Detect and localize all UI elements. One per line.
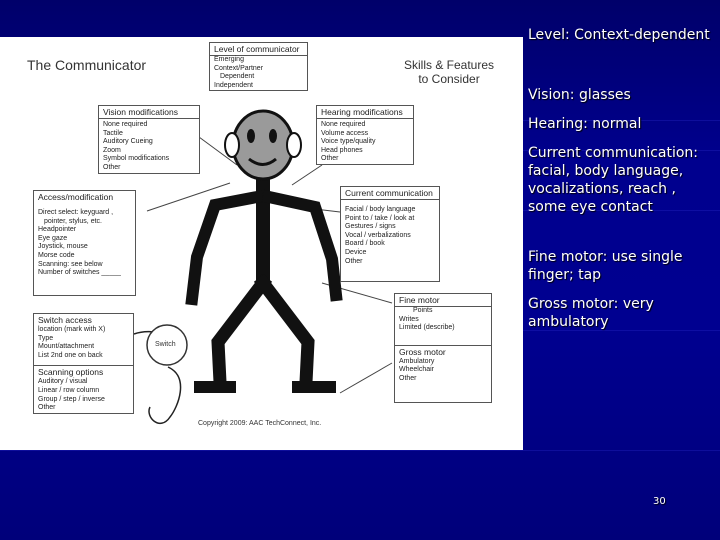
gross-motor-text: Gross motor: very ambulatory bbox=[528, 296, 654, 330]
current-communication-box: Current communication Facial / body language Point to / take / look at Gestures / signs Vocal / verbalizations Board / book Device Other bbox=[340, 186, 440, 282]
assessment-panel bbox=[528, 26, 718, 331]
head bbox=[233, 111, 293, 179]
switch-label: Switch bbox=[155, 341, 176, 348]
access-box: Access/modification Direct select: keyguard , pointer, stylus, etc. Headpointer Eye gaze Joystick, mouse Morse code Scanning: see below Number of switches _____ bbox=[33, 190, 136, 296]
hearing-box: Hearing modifications None required Volume access Voice type/quality Head phones Other bbox=[316, 105, 414, 165]
current-communication-text: Current communication: facial, body language, vocalizations, reach , some eye contact bbox=[528, 145, 699, 215]
communicator-figure bbox=[0, 37, 523, 450]
level-box: Level of communicator Emerging Context/Partner Dependent Independent bbox=[209, 42, 308, 91]
vision-box: Vision modifications None required Tactile Auditory Cueing Zoom Symbol modifications Other bbox=[98, 105, 200, 174]
skills-title: Skills & Features to Consider bbox=[404, 58, 495, 86]
level-text: Level: Context-dependent bbox=[528, 27, 710, 43]
vision-text: Vision: glasses bbox=[528, 87, 631, 103]
switch-scanning-box: Switch access location (mark with X) Type Mount/attachment List 2nd one on back Scanning options Auditory / visual Linear / row column Group / step / inverse Other bbox=[33, 313, 134, 414]
copyright-text: Copyright 2009: AAC TechConnect, Inc. bbox=[198, 420, 322, 427]
figure-title: The Communicator bbox=[27, 57, 147, 73]
scanning-options-section: Scanning options Auditory / visual Linear / row column Group / step / inverse Other bbox=[34, 365, 133, 412]
gross-motor-section: Gross motor Ambulatory Wheelchair Other bbox=[395, 345, 491, 384]
slide-number: 30 bbox=[653, 496, 666, 507]
hearing-text: Hearing: normal bbox=[528, 116, 642, 132]
fine-motor-text: Fine motor: use single finger; tap bbox=[528, 249, 683, 283]
motor-box: Fine motor Points Writes Limited (describe) Gross motor Ambulatory Wheelchair Other bbox=[394, 293, 492, 403]
